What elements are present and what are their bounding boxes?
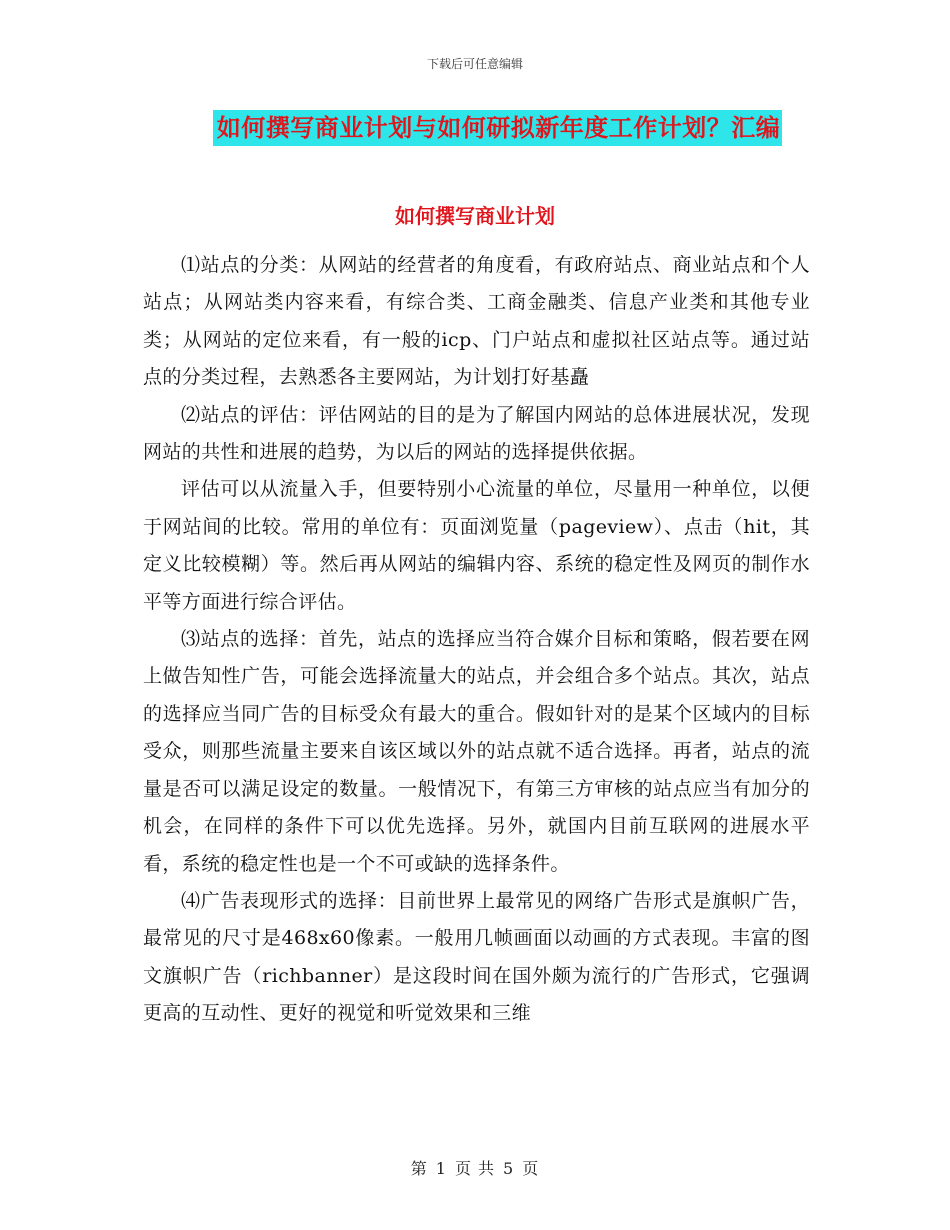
page-footer	[0, 1156, 950, 1179]
footer-suffix: 页	[522, 1159, 540, 1178]
paragraph-ad-format-selection: ⑷广告表现形式的选择：目前世界上最常见的网络广告形式是旗帜广告，最常见的尺寸是468x60像素。一般用几帧画面以动画的方式表现。丰富的图文旗帜广告（richbanner）是这段时间在国外颇为流行的广告形式，它强调更高的互动性、更好的视觉和听觉效果和三维	[143, 889, 810, 1025]
body-text	[143, 247, 810, 1033]
paragraph-site-classification: ⑴站点的分类：从网站的经营者的角度看，有政府站点、商业站点和个人站点；从网站类内容来看，有综合类、工商金融类、信息产业类和其他专业类；从网站的定位来看，有一般的icp、门户站点和虚拟社区站点等。通过站点的分类过程，去熟悉各主要网站，为计划打好基矗	[143, 254, 810, 389]
header-note: 下载后可任意编辑	[426, 57, 523, 71]
paragraph-site-evaluation: ⑵站点的评估：评估网站的目的是为了解国内网站的总体进展状况，发现网站的共性和进展的趋势，为以后的网站的选择提供依据。	[143, 403, 810, 464]
document-title-container	[0, 110, 950, 146]
footer-mid: 页 共	[454, 1159, 496, 1178]
paragraph-traffic-evaluation: 评估可以从流量入手，但要特别小心流量的单位，尽量用一种单位，以便于网站间的比较。常用的单位有：页面浏览量（pageview）、点击（hit，其定义比较模糊）等。然后再从网站的编辑内容、系统的稳定性及网页的制作水平等方面进行综合评估。	[143, 478, 810, 613]
paragraph-site-selection: ⑶站点的选择：首先，站点的选择应当符合媒介目标和策略，假若要在网上做告知性广告，可能会选择流量大的站点，并会组合多个站点。其次，站点的选择应当同广告的目标受众有最大的重合。假如针对的是某个区域内的目标受众，则那些流量主要来自该区域以外的站点就不适合选择。再者，站点的流量是否可以满足设定的数量。一般情况下，有第三方审核的站点应当有加分的机会，在同样的条件下可以优先选择。另外，就国内目前互联网的进展水平看，系统的稳定性也是一个不可或缺的选择条件。	[143, 628, 810, 875]
document-title: 如何撰写商业计划与如何研拟新年度工作计划？汇编	[213, 110, 783, 146]
footer-total-pages: 5	[503, 1159, 515, 1178]
footer-current-page: 1	[435, 1159, 447, 1178]
footer-prefix: 第	[410, 1159, 428, 1178]
section-title: 如何撰写商业计划	[395, 204, 555, 228]
